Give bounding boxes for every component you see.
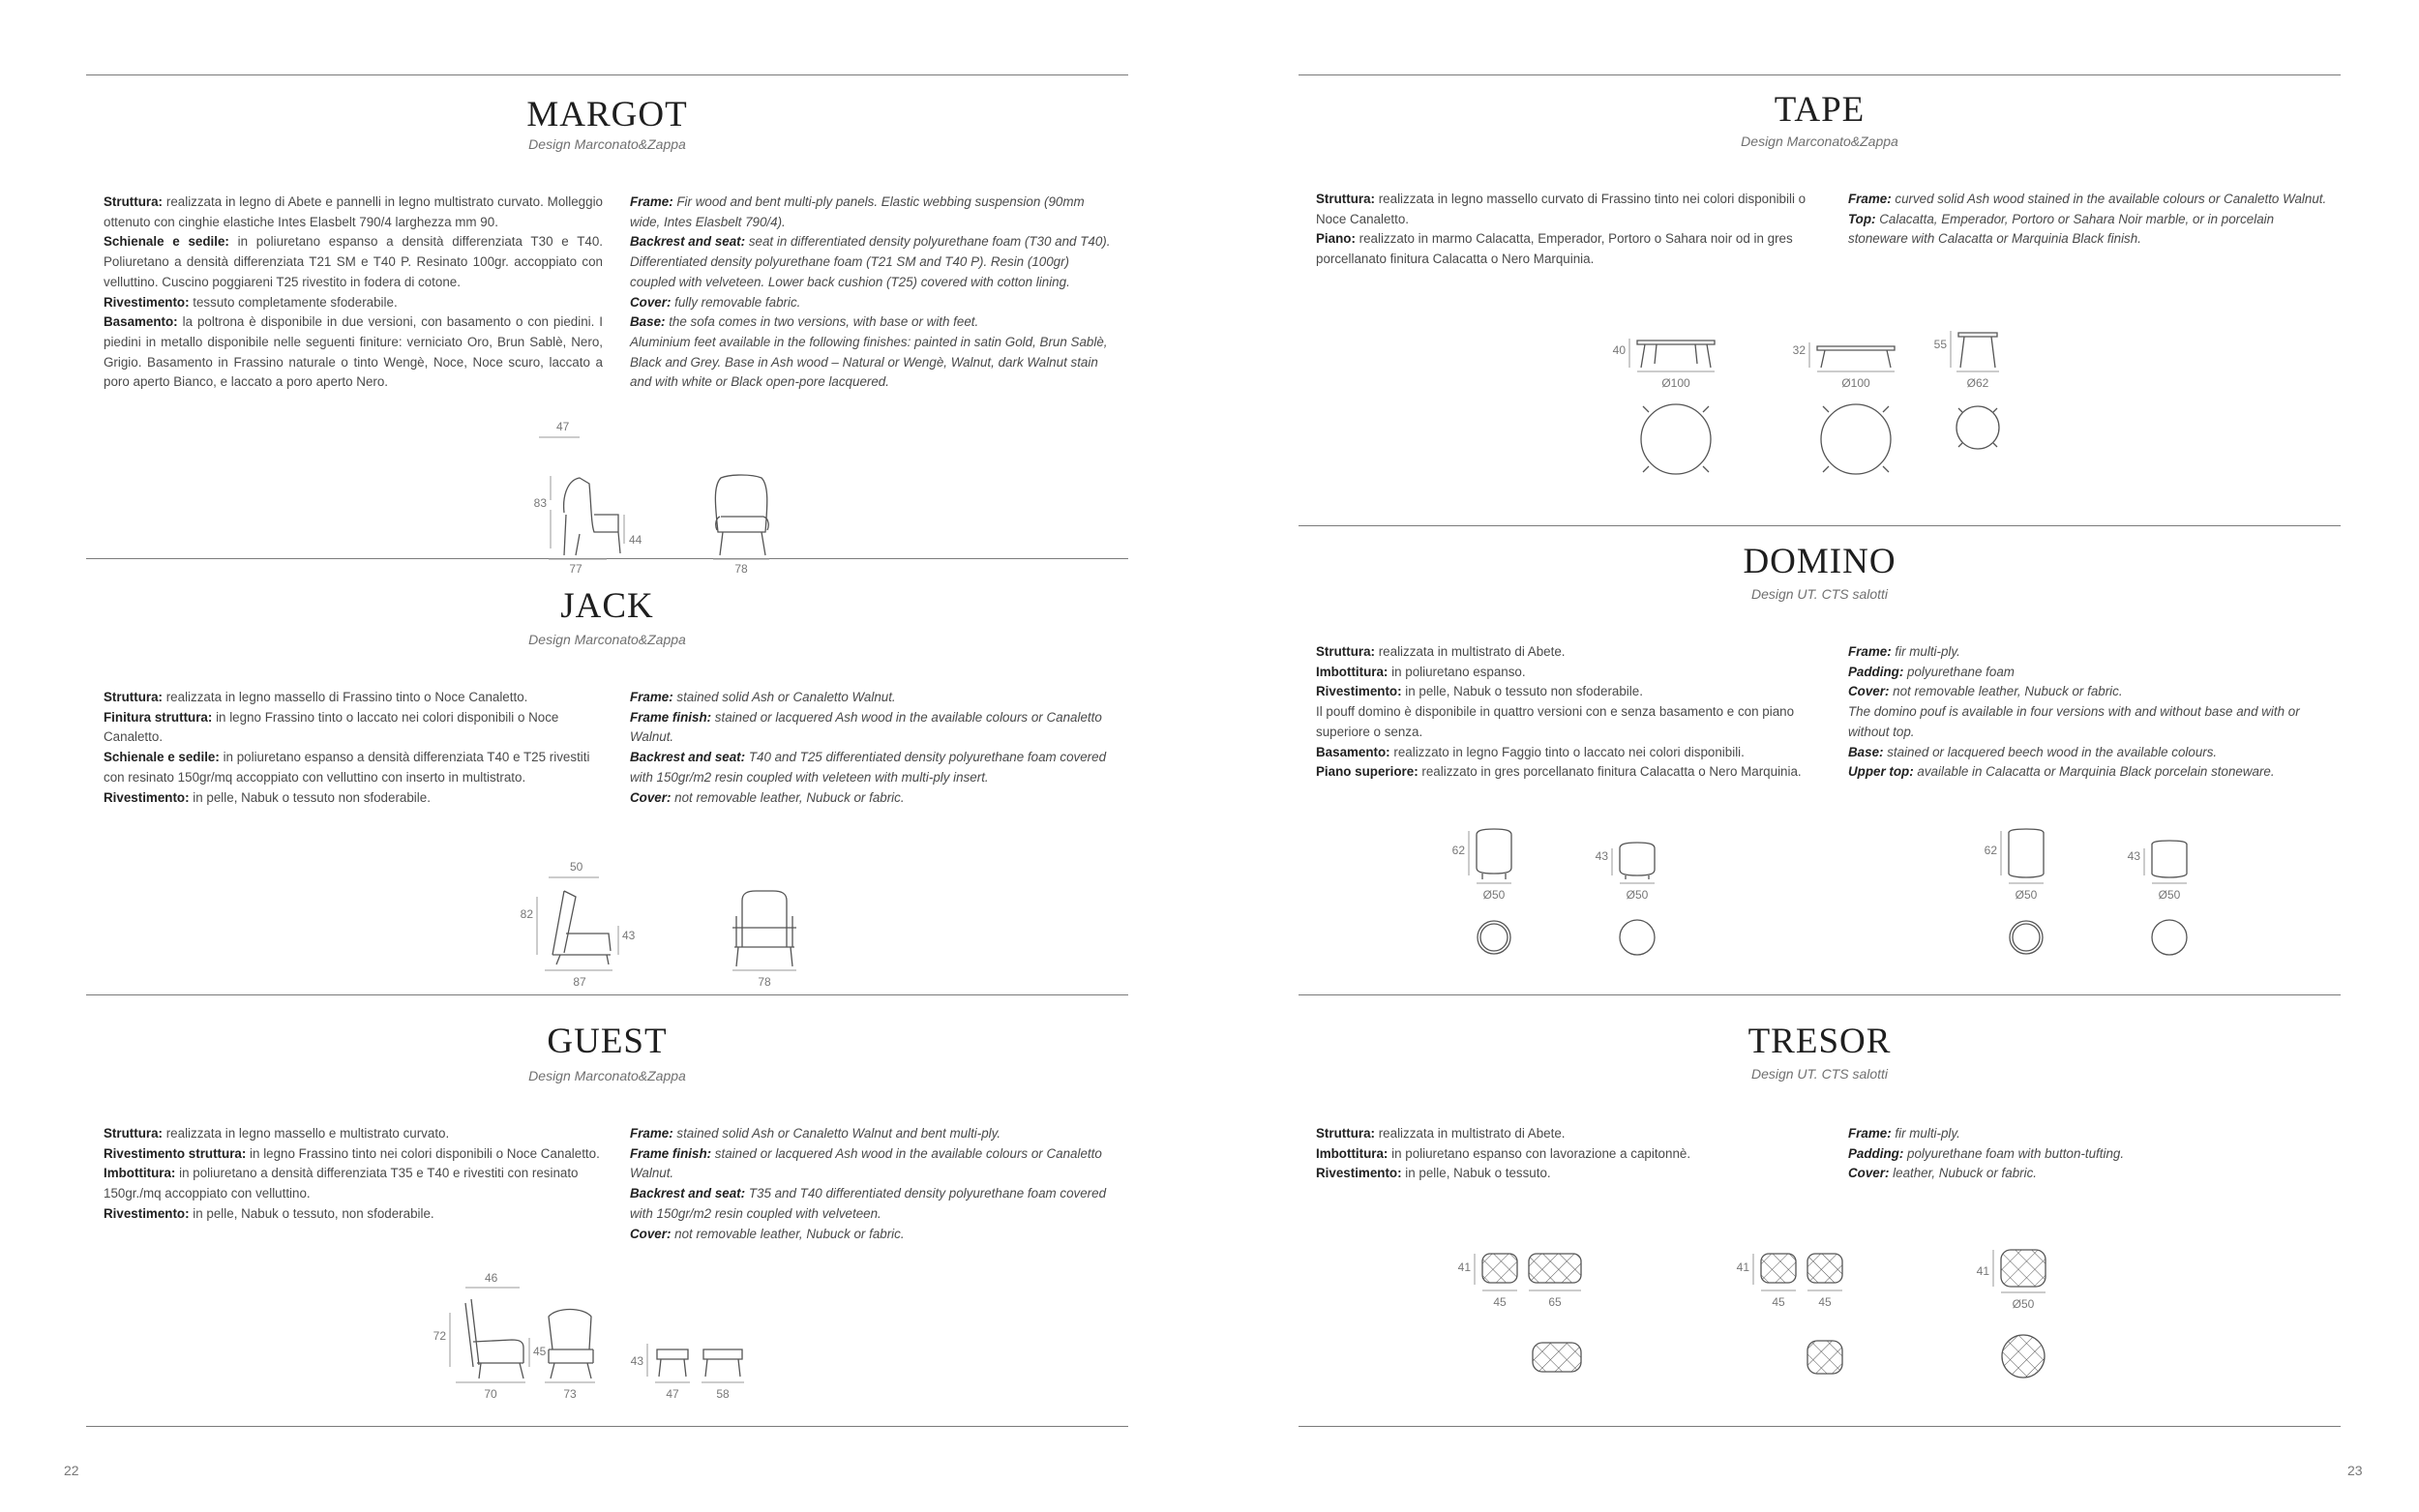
spec-text: T35 and T40 differentiated density polyurethane foam covered with 150gr/m2 resin coupled with velveteen. (630, 1186, 1107, 1221)
spec-text: in pelle, Nabuk o tessuto. (1401, 1166, 1551, 1181)
italian-spec-text (104, 1124, 603, 1225)
spec-text: stained or lacquered Ash wood in the available colours or Canaletto Walnut. (630, 709, 1102, 745)
spec-text: T40 and T25 differentiated density polyurethane foam covered with 150gr/m2 resin coupled with veleteen with multi-ply insert. (630, 750, 1107, 785)
spec-line (1316, 1144, 1815, 1165)
spec-label: Base: (1848, 744, 1884, 759)
spec-line (104, 708, 603, 748)
jack-armchair-drawing (502, 858, 812, 993)
spec-label: Struttura: (1316, 1126, 1375, 1141)
spec-label: Piano superiore: (1316, 764, 1419, 780)
guest-section (86, 994, 1128, 1426)
spec-line (1316, 1124, 1815, 1144)
spec-line (630, 1124, 1114, 1144)
dim-seat: 43 (622, 929, 636, 942)
dim-d-c: Ø50 (2015, 888, 2038, 902)
product-title: TRESOR (1747, 1022, 1892, 1061)
spec-text: the sofa comes in two versions, with base or with feet. (665, 314, 979, 330)
dim-h-low-b: 43 (1595, 849, 1608, 863)
spec-label: Struttura: (104, 1126, 163, 1141)
margot-armchair-drawing (483, 418, 792, 576)
dim-depth: 87 (573, 975, 586, 989)
spec-label: Imbottitura: (1316, 664, 1389, 679)
spec-text: seat in differentiated density polyurethane foam (T30 and T40). Differentiated density polyurethane foam (T21 SM and T40 P). Resin (100gr) coupled with velveteen. Lower back cushion (T25) covered with cotton lining. (630, 234, 1111, 289)
spec-text: The domino pouf is available in four versions with and without base and with or without top. (1848, 704, 2300, 739)
spec-text: not removable leather, Nubuck or fabric. (671, 1226, 905, 1241)
designer-credit: Design Marconato&Zappa (1741, 133, 1898, 149)
dim-w3: 45 (1772, 1295, 1785, 1309)
spec-label: Rivestimento: (104, 789, 190, 805)
dim-d3: Ø62 (1966, 376, 1989, 390)
spec-line (1848, 743, 2342, 763)
spec-text: polyurethane foam with button-tufting. (1903, 1145, 2125, 1161)
spec-label: Base: (630, 314, 666, 330)
spec-label: Frame finish: (630, 709, 712, 725)
spec-label: Cover: (1848, 684, 1890, 699)
spec-label: Frame: (1848, 1126, 1892, 1141)
italian-spec-text (104, 688, 603, 808)
spec-text: realizzato in legno Faggio tinto o laccato nei colori disponibili. (1389, 744, 1745, 759)
dim-width: 78 (734, 562, 748, 576)
dim-d: Ø50 (2012, 1297, 2035, 1311)
spec-label: Basamento: (104, 314, 178, 330)
spec-line (630, 1144, 1114, 1184)
spec-label: Rivestimento: (1316, 1166, 1402, 1181)
spec-line (1848, 702, 2342, 742)
spec-line (1316, 1164, 1815, 1184)
spec-text: in poliuretano espanso con lavorazione a capitonnè. (1388, 1145, 1691, 1161)
spec-line (1848, 642, 2342, 663)
spec-text: realizzata in multistrato di Abete. (1375, 644, 1566, 659)
spec-label: Backrest and seat: (630, 234, 746, 250)
dim-h1: 40 (1612, 343, 1626, 357)
spec-line (1848, 1164, 2332, 1184)
spec-text: realizzata in multistrato di Abete. (1375, 1126, 1566, 1141)
designer-credit: Design Marconato&Zappa (528, 632, 686, 647)
product-title: DOMINO (1743, 542, 1896, 581)
margot-section (86, 74, 1128, 576)
spec-label: Cover: (630, 789, 672, 805)
dim-d2: Ø100 (1841, 376, 1870, 390)
page-number-left: 22 (64, 1463, 79, 1478)
spec-text: stained or lacquered Ash wood in the available colours or Canaletto Walnut. (630, 1145, 1102, 1181)
italian-spec-text (1316, 1124, 1815, 1184)
dim-h2: 41 (1736, 1260, 1749, 1274)
spec-label: Rivestimento struttura: (104, 1145, 247, 1161)
spec-label: Padding: (1848, 1145, 1904, 1161)
spec-line (1316, 663, 1815, 683)
english-spec-text (630, 688, 1114, 808)
spec-line (630, 312, 1114, 333)
english-spec-text (1848, 642, 2342, 783)
spec-label: Struttura: (1316, 192, 1375, 206)
spec-line (1316, 682, 1815, 702)
designer-credit: Design Marconato&Zappa (528, 136, 686, 152)
dim-width: 78 (758, 975, 771, 989)
english-spec-text (1848, 190, 2332, 250)
spec-line (1848, 210, 2332, 250)
spec-line (104, 293, 603, 313)
dim-w4: 45 (1818, 1295, 1832, 1309)
spec-label: Rivestimento: (104, 294, 190, 310)
product-title: TAPE (1774, 90, 1866, 130)
spec-label: Imbottitura: (104, 1166, 176, 1181)
dim-depth: 77 (569, 562, 582, 576)
spec-text: realizzata in legno massello di Frassino tinto o Noce Canaletto. (163, 690, 528, 704)
dim-stool-depth: 47 (666, 1387, 679, 1401)
spec-text: Il pouff domino è disponibile in quattro versioni con e senza basamento e con piano superiore o senza. (1316, 704, 1795, 739)
spec-line (1848, 190, 2332, 210)
dim-w1: 45 (1493, 1295, 1507, 1309)
spec-text: leather, Nubuck or fabric. (1889, 1166, 2038, 1181)
spec-text: in pelle, Nabuk o tessuto, non sfoderabile. (189, 1205, 434, 1221)
spec-text: fully removable fabric. (671, 294, 801, 310)
spec-text: realizzato in gres porcellanato finitura Calacatta o Nero Marquinia. (1418, 764, 1802, 780)
spec-line (1848, 663, 2342, 683)
italian-spec-text (1316, 190, 1815, 270)
spec-line (630, 193, 1114, 232)
spec-line (1848, 1144, 2332, 1165)
spec-text: in pelle, Nabuk o tessuto non sfoderabile. (1401, 684, 1643, 699)
domino-section (1299, 525, 2341, 994)
spec-text: in legno Frassino tinto o laccato nei colori disponibili o Noce Canaletto. (104, 709, 559, 745)
dim-height: 83 (533, 496, 547, 510)
spec-label: Struttura: (1316, 644, 1375, 659)
spec-text: in poliuretano espanso a densità differenziata T40 e T25 rivestiti con resinato 150gr/mq accoppiato con velluttino con inserto in multistrato. (104, 750, 590, 785)
dim-d-a: Ø50 (1482, 888, 1506, 902)
dim-h2: 32 (1792, 343, 1806, 357)
spec-label: Struttura: (104, 690, 163, 704)
spec-label: Padding: (1848, 664, 1904, 679)
spec-line (630, 293, 1114, 313)
spec-line (1316, 702, 1815, 742)
spec-text: polyurethane foam (1903, 664, 2015, 679)
designer-credit: Design Marconato&Zappa (528, 1068, 686, 1083)
jack-section (86, 558, 1128, 994)
spec-text: realizzata in legno massello curvato di Frassino tinto nei colori disponibili o Noce Canaletto. (1316, 192, 1807, 226)
spec-line (1316, 229, 1815, 269)
spec-text: fir multi-ply. (1891, 644, 1960, 659)
spec-text: stained or lacquered beech wood in the available colours. (1883, 744, 2218, 759)
dim-height: 82 (520, 907, 533, 921)
page-number-right: 23 (2347, 1463, 2363, 1478)
spec-label: Frame: (630, 690, 673, 704)
spec-line (630, 232, 1114, 292)
spec-label: Backrest and seat: (630, 750, 746, 765)
italian-spec-text (104, 193, 603, 393)
spec-label: Schienale e sedile: (104, 750, 220, 765)
spec-line (1316, 190, 1815, 229)
spec-text: Fir wood and bent multi-ply panels. Elastic webbing suspension (90mm wide, Intes Elasbelt 790/4). (630, 194, 1085, 229)
spec-text: realizzato in marmo Calacatta, Emperador, Portoro o Sahara noir od in gres porcellanato finitura Calacatta o Nero Marquinia. (1316, 231, 1793, 267)
spec-text: realizzata in legno di Abete e pannelli in legno multistrato curvato. Molleggio ottenuto con cinghie elastiche Intes Elasbelt 790/4 larghezza mm 90. (104, 194, 603, 229)
spec-label: Cover: (1848, 1166, 1890, 1181)
dim-d1: Ø100 (1661, 376, 1690, 390)
spec-line (1316, 743, 1815, 763)
spec-text: Aluminium feet available in the following finishes: painted in satin Gold, Brun Sablè, Black and Grey. Base in Ash wood – Natural or Wengè, Walnut, dark Walnut stain and with white or Black open-pore lacquered. (630, 334, 1108, 390)
guest-armchair-drawing (423, 1270, 849, 1406)
spec-label: Upper top: (1848, 764, 1914, 780)
spec-text: in legno Frassino tinto nei colori disponibili o Noce Canaletto. (246, 1145, 600, 1161)
dim-d-d: Ø50 (2158, 888, 2181, 902)
spec-line (104, 312, 603, 393)
dim-d-b: Ø50 (1626, 888, 1649, 902)
spec-line (104, 748, 603, 787)
dim-h-tall-a: 62 (1451, 844, 1465, 857)
dim-h-low-d: 43 (2127, 849, 2140, 863)
spec-line (630, 1225, 1114, 1245)
english-spec-text (1848, 1124, 2332, 1184)
dim-stool-width: 58 (716, 1387, 730, 1401)
spec-label: Rivestimento: (1316, 684, 1402, 699)
domino-pouf-drawing (1434, 825, 2324, 970)
spec-label: Frame: (630, 194, 673, 209)
spec-text: stained solid Ash or Canaletto Walnut and bent multi-ply. (672, 1126, 1001, 1141)
spec-line (1848, 1124, 2332, 1144)
spec-text: in poliuretano espanso. (1388, 664, 1526, 679)
spec-line (630, 333, 1114, 393)
spec-line (104, 1204, 603, 1225)
dim-seat: 45 (533, 1345, 547, 1358)
dim-h3: 41 (1976, 1264, 1989, 1278)
spec-line (104, 232, 603, 292)
dim-top: 47 (556, 420, 570, 433)
designer-credit: Design UT. CTS salotti (1750, 1066, 1889, 1082)
dim-w2: 65 (1548, 1295, 1562, 1309)
rule-left-bottom (86, 1426, 1128, 1427)
dim-top: 46 (485, 1271, 498, 1285)
product-title: MARGOT (526, 95, 688, 134)
spec-line (630, 748, 1114, 787)
english-spec-text (630, 193, 1114, 393)
tape-tables-drawing (1598, 331, 2082, 505)
spec-line (1848, 682, 2342, 702)
dim-height: 72 (433, 1329, 446, 1343)
spec-line (104, 1144, 603, 1165)
spec-text: stained solid Ash or Canaletto Walnut. (672, 690, 896, 704)
spec-line (630, 1184, 1114, 1224)
spec-label: Piano: (1316, 231, 1356, 247)
dim-width: 73 (563, 1387, 577, 1401)
tresor-pouf-drawing (1444, 1236, 2140, 1391)
product-title: GUEST (547, 1022, 668, 1061)
spec-text: la poltrona è disponibile in due versioni, con basamento o con piedini. I piedini in metallo disponibile nelle seguenti finiture: verniciato Oro, Brun Sablè, Nero, Grigio. Basamento in Frassino naturale o tinto Wengè, Noce, Noce scuro, laccato a poro aperto Bianco, e laccato a poro aperto Nero. (104, 314, 603, 390)
tape-section (1299, 74, 2341, 525)
spec-text: fir multi-ply. (1891, 1126, 1960, 1141)
spec-line (1848, 762, 2342, 783)
designer-credit: Design UT. CTS salotti (1750, 586, 1889, 602)
dim-h1: 41 (1457, 1260, 1471, 1274)
product-title: JACK (560, 586, 654, 626)
spec-label: Basamento: (1316, 744, 1390, 759)
spec-text: available in Calacatta or Marquinia Black porcelain stoneware. (1913, 764, 2275, 780)
spec-text: not removable leather, Nubuck or fabric. (671, 789, 905, 805)
spec-label: Top: (1848, 211, 1876, 226)
english-spec-text (630, 1124, 1114, 1244)
spec-label: Schienale e sedile: (104, 234, 229, 250)
spec-line (104, 1164, 603, 1203)
spec-label: Frame: (1848, 192, 1892, 206)
spec-label: Struttura: (104, 194, 163, 209)
italian-spec-text (1316, 642, 1815, 783)
spec-label: Cover: (630, 1226, 672, 1241)
spec-line (1316, 762, 1815, 783)
spec-label: Backrest and seat: (630, 1186, 746, 1201)
spec-line (104, 193, 603, 232)
dim-depth: 70 (484, 1387, 497, 1401)
spec-line (1316, 642, 1815, 663)
spec-label: Imbottitura: (1316, 1145, 1389, 1161)
spec-label: Cover: (630, 294, 672, 310)
dim-h3: 55 (1933, 338, 1947, 351)
spec-text: curved solid Ash wood stained in the available colours or Canaletto Walnut. (1891, 192, 2327, 206)
spec-line (104, 1124, 603, 1144)
spec-line (630, 688, 1114, 708)
spec-text: in poliuretano espanso a densità differenziata T30 e T40. Poliuretano a densità differenziata T21 SM e T40 P. Resinato 100gr. accoppiato con velluttino. Cuscino poggiareni T25 rivestito in fodera di cotone. (104, 234, 603, 289)
spec-line (630, 788, 1114, 809)
spec-label: Frame: (630, 1126, 673, 1141)
spec-text: tessuto completamente sfoderabile. (189, 294, 398, 310)
spec-text: in poliuretano a densità differenziata T35 e T40 e rivestiti con resinato 150gr./mq accoppiato con velluttino. (104, 1166, 579, 1201)
dim-stool-height: 43 (630, 1354, 643, 1368)
spec-text: Calacatta, Emperador, Portoro or Sahara Noir marble, or in porcelain stoneware with Calacatta or Marquinia Black finish. (1848, 211, 2275, 247)
spec-text: realizzata in legno massello e multistrato curvato. (163, 1126, 450, 1141)
spec-text: in pelle, Nabuk o tessuto non sfoderabile. (189, 789, 431, 805)
dim-top: 50 (570, 860, 583, 874)
spec-line (104, 688, 603, 708)
spec-label: Frame: (1848, 644, 1892, 659)
rule-right-bottom (1299, 1426, 2341, 1427)
tresor-section (1299, 994, 2341, 1426)
spec-label: Rivestimento: (104, 1205, 190, 1221)
dim-h-tall-c: 62 (1984, 844, 1997, 857)
spec-label: Frame finish: (630, 1145, 712, 1161)
spec-line (104, 788, 603, 809)
dim-seat: 44 (629, 533, 642, 547)
spec-label: Finitura struttura: (104, 709, 213, 725)
spec-line (630, 708, 1114, 748)
spec-text: not removable leather, Nubuck or fabric. (1889, 684, 2123, 699)
